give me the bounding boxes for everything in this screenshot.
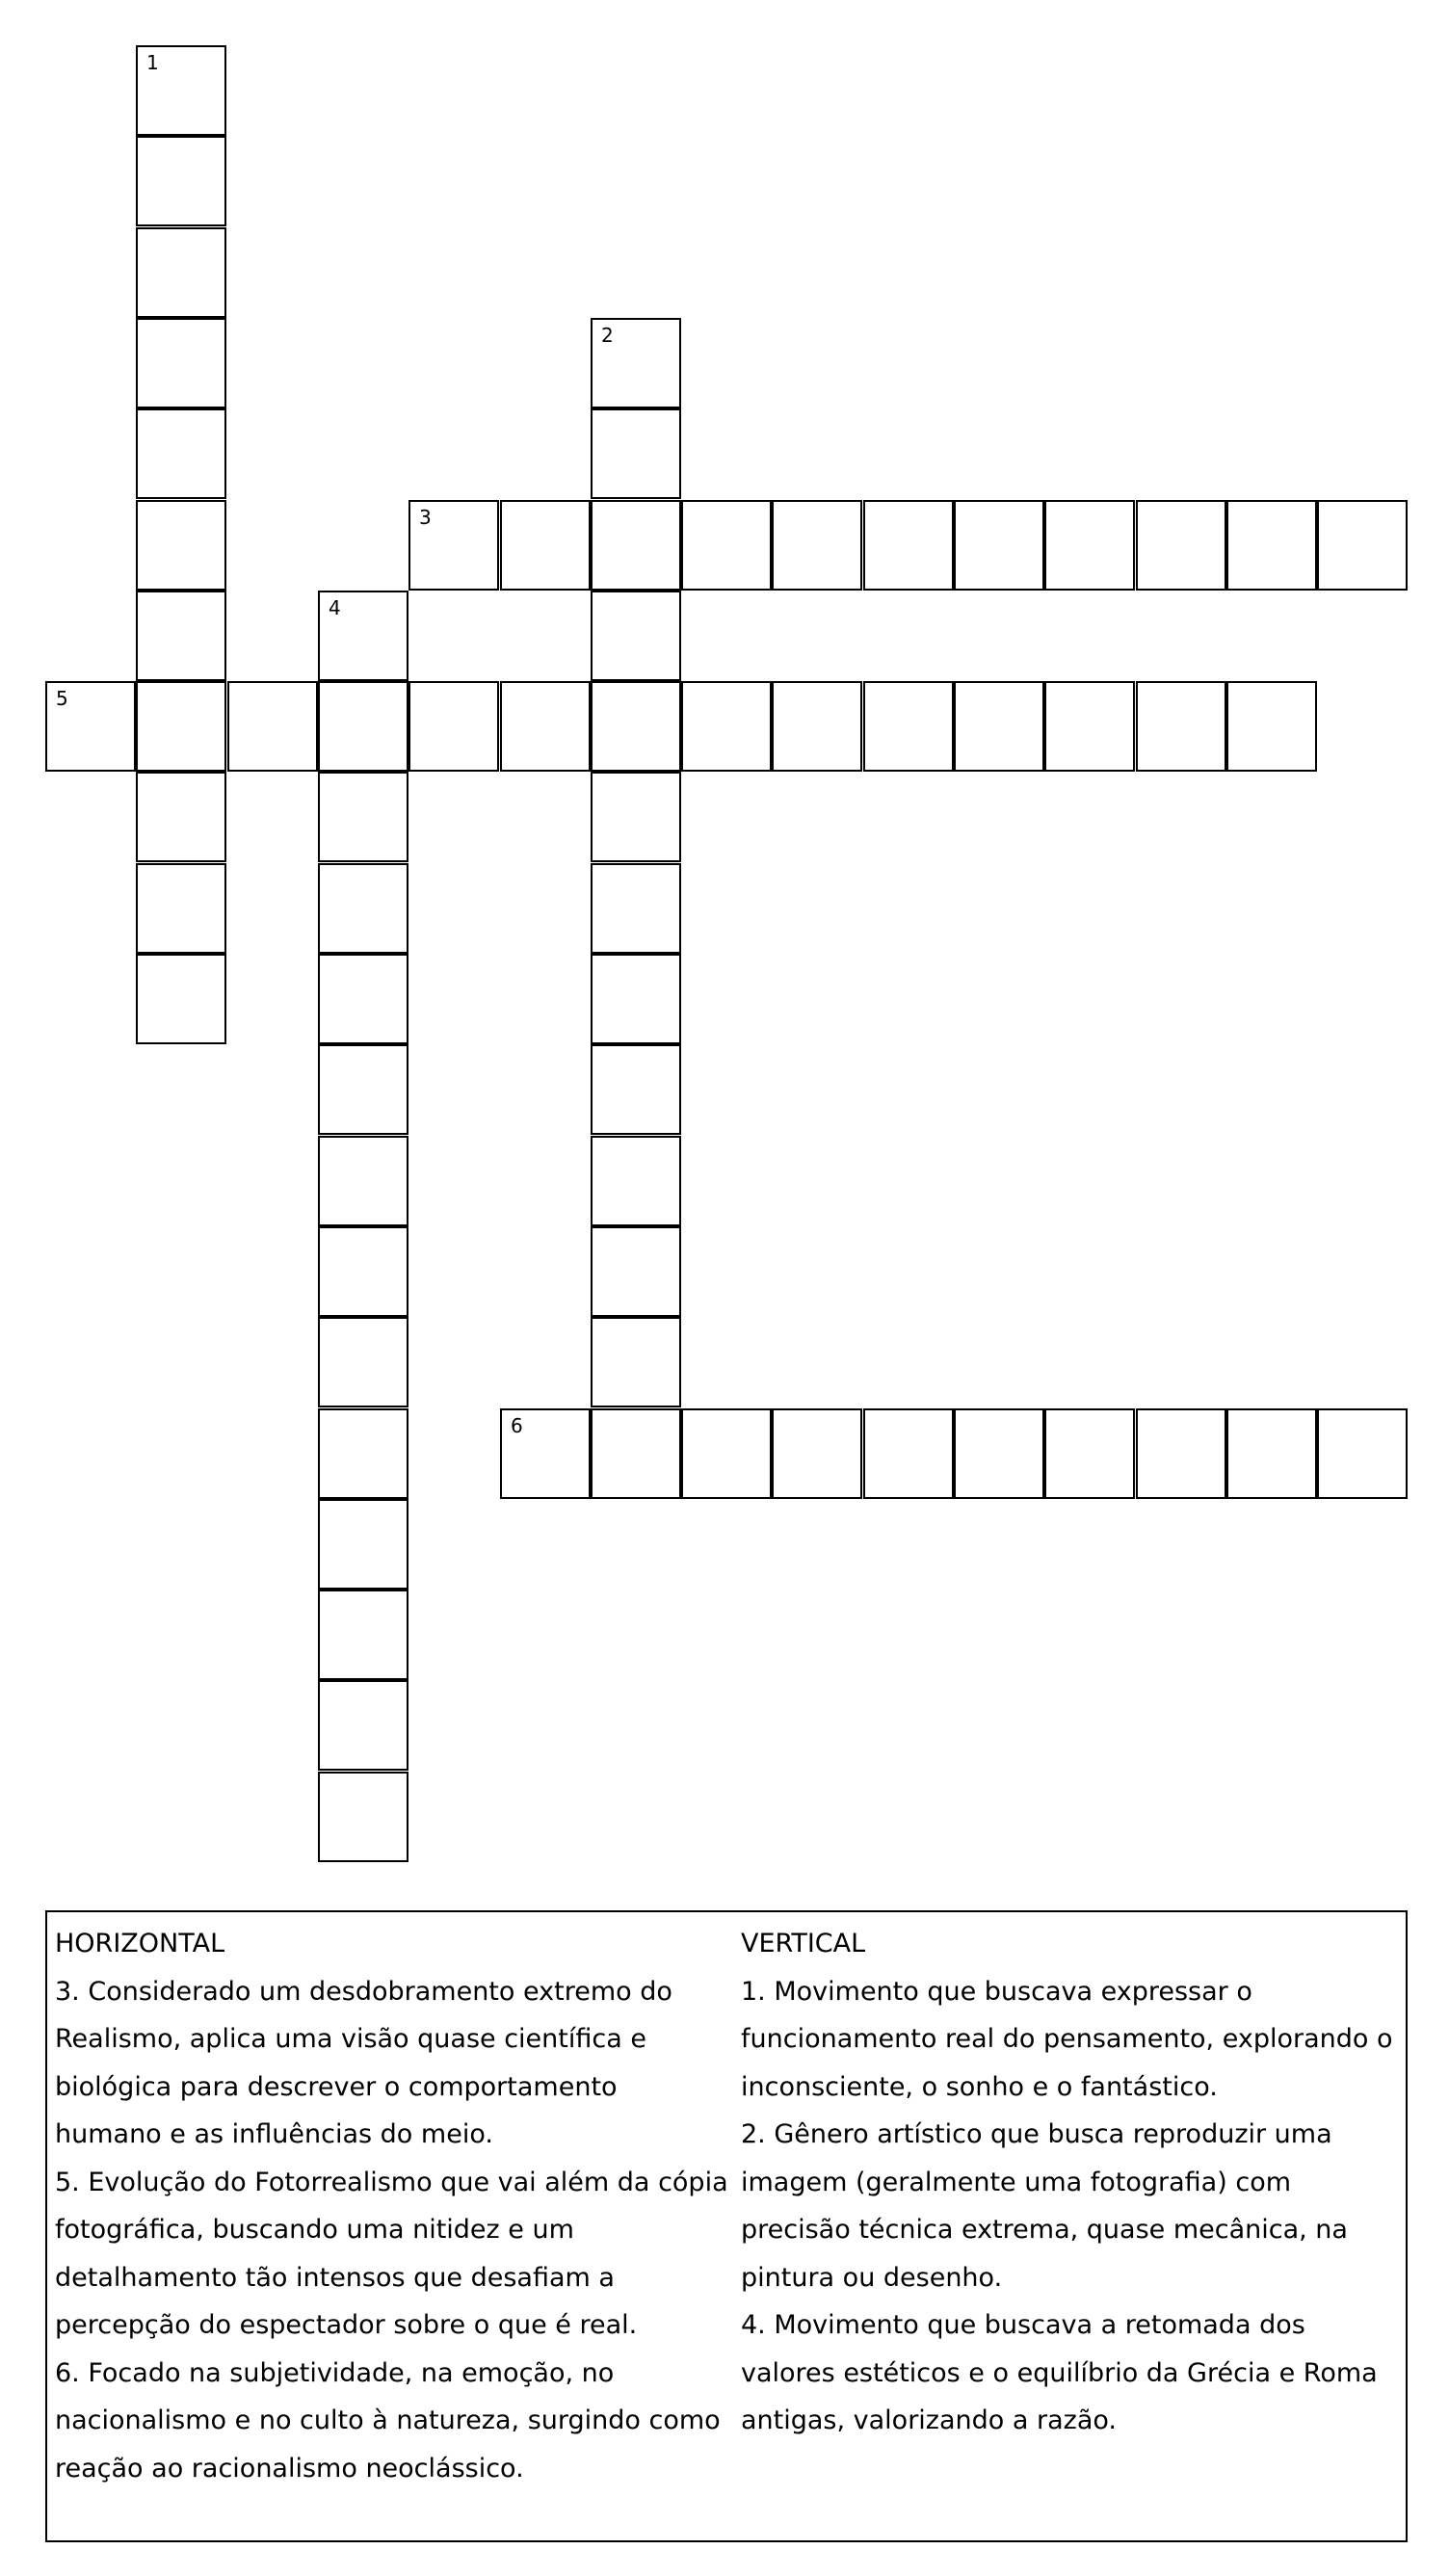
grid-cell[interactable] [591,1408,681,1499]
grid-cell[interactable] [136,772,226,862]
grid-cell[interactable] [1136,681,1226,772]
grid-cell[interactable] [318,863,408,954]
grid-cell[interactable] [136,591,226,681]
grid-cell[interactable] [591,863,681,954]
grid-cell[interactable] [318,591,408,681]
grid-cell[interactable] [45,681,136,772]
grid-cell[interactable] [1317,1408,1408,1499]
grid-cell[interactable] [318,1136,408,1226]
clue-horizontal-3: 3. Considerado um desdobramento extremo do Realismo, aplica uma visão quase científica e biológica para descrever o comportamento humano e as influências do meio. [55,1976,672,2149]
grid-cell[interactable] [591,1044,681,1135]
clue-box [45,1910,1408,2542]
clue-horizontal-5: 5. Evolução do Fotorrealismo que vai além da cópia fotográfica, buscando uma nitidez e um detalhamento tão intensos que desafiam a percepção do espectador sobre o que é real. [55,2167,728,2340]
grid-cell[interactable] [408,500,499,591]
grid-cell[interactable] [591,500,681,591]
grid-cell[interactable] [318,1044,408,1135]
grid-cell[interactable] [863,681,954,772]
clue-number: 4 [329,596,341,619]
grid-cell[interactable] [1226,500,1317,591]
grid-cell[interactable] [227,681,318,772]
grid-cell[interactable] [1136,500,1226,591]
grid-cell[interactable] [954,681,1044,772]
grid-cell[interactable] [591,318,681,408]
grid-cell[interactable] [1226,681,1317,772]
grid-cell[interactable] [1044,500,1135,591]
grid-cell[interactable] [1136,1408,1226,1499]
clue-number: 5 [56,687,68,710]
grid-cell[interactable] [318,1680,408,1771]
grid-cell[interactable] [318,1408,408,1499]
grid-cell[interactable] [136,500,226,591]
grid-cell[interactable] [318,1317,408,1407]
vertical-clues [741,1920,1404,2445]
grid-cell[interactable] [318,772,408,862]
clue-vertical-2: 2. Gênero artístico que busca reproduzir uma imagem (geralmente uma fotografia) com precisão técnica extrema, quase mecânica, na pintura ou desenho. [741,2119,1348,2293]
grid-cell[interactable] [500,1408,591,1499]
grid-cell[interactable] [136,408,226,499]
grid-cell[interactable] [408,681,499,772]
grid-cell[interactable] [318,1590,408,1680]
grid-cell[interactable] [681,1408,772,1499]
grid-cell[interactable] [591,591,681,681]
clue-horizontal-6: 6. Focado na subjetividade, na emoção, no nacionalismo e no culto à natureza, surgindo como reação ao racionalismo neoclássico. [55,2357,721,2484]
grid-cell[interactable] [591,1317,681,1407]
grid-cell[interactable] [136,136,226,226]
grid-cell[interactable] [500,500,591,591]
grid-cell[interactable] [591,408,681,499]
grid-cell[interactable] [1317,500,1408,591]
grid-cell[interactable] [863,500,954,591]
grid-cell[interactable] [681,681,772,772]
grid-cell[interactable] [136,45,226,136]
grid-cell[interactable] [500,681,591,772]
clue-number: 6 [511,1414,523,1437]
grid-cell[interactable] [954,500,1044,591]
grid-cell[interactable] [136,863,226,954]
grid-cell[interactable] [318,1226,408,1317]
grid-cell[interactable] [681,500,772,591]
grid-cell[interactable] [318,1499,408,1590]
grid-cell[interactable] [954,1408,1044,1499]
clue-number: 1 [146,51,159,74]
grid-cell[interactable] [136,318,226,408]
grid-cell[interactable] [136,227,226,318]
grid-cell[interactable] [591,1226,681,1317]
clue-vertical-4: 4. Movimento que buscava a retomada dos valores estéticos e o equilíbrio da Grécia e Roma antigas, valorizando a razão. [741,2310,1378,2435]
horizontal-clues [55,1920,729,2492]
grid-cell[interactable] [318,954,408,1044]
grid-cell[interactable] [772,1408,862,1499]
grid-cell[interactable] [318,681,408,772]
grid-cell[interactable] [772,681,862,772]
grid-cell[interactable] [318,1772,408,1862]
grid-cell[interactable] [863,1408,954,1499]
grid-cell[interactable] [772,500,862,591]
clue-number: 2 [601,324,614,347]
grid-cell[interactable] [136,681,226,772]
grid-cell[interactable] [1044,1408,1135,1499]
horizontal-heading: HORIZONTAL [55,1929,225,1958]
grid-cell[interactable] [591,681,681,772]
grid-cell[interactable] [136,954,226,1044]
grid-cell[interactable] [591,954,681,1044]
clue-number: 3 [419,506,432,529]
clue-vertical-1: 1. Movimento que buscava expressar o funcionamento real do pensamento, explorando o inconsciente, o sonho e o fantástico. [741,1976,1393,2102]
vertical-heading: VERTICAL [741,1929,866,1958]
grid-cell[interactable] [591,1136,681,1226]
grid-cell[interactable] [591,772,681,862]
grid-cell[interactable] [1044,681,1135,772]
grid-cell[interactable] [1226,1408,1317,1499]
